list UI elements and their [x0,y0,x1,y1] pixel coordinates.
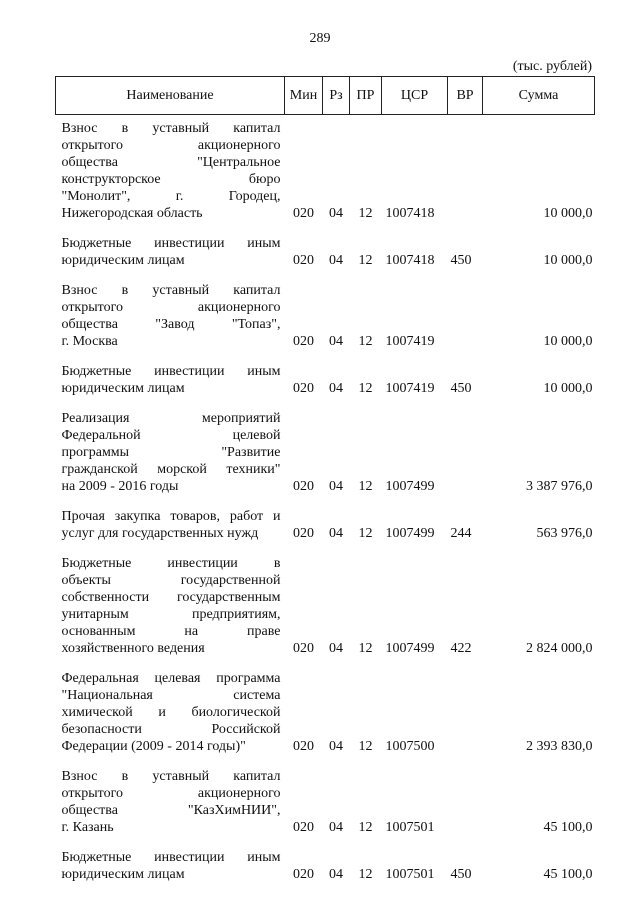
units-label: (тыс. рублей) [512,59,592,74]
row-name-line: химической и биологической [61,705,281,720]
header-min: Мин [285,77,323,115]
table-row [56,508,595,555]
row-name-line: Бюджетные инвестиции иным [61,850,281,865]
row-name-line: г. Москва [61,334,118,349]
row-name-line: конструкторское бюро [61,172,281,187]
row-min: 020 [293,867,314,882]
row-csr: 1007500 [385,739,435,754]
row-name [56,555,285,670]
row-name-line: Взнос в уставный капитал [61,121,281,136]
row-name-line: Реализация мероприятий [61,411,281,426]
row-csr: 1007501 [385,820,435,835]
row-pr: 12 [358,526,373,541]
row-rz: 04 [329,526,343,541]
row-rz: 04 [329,206,343,221]
row-rz: 04 [329,381,343,396]
row-name-line: хозяйственного ведения [61,641,205,656]
row-pr: 12 [358,206,373,221]
row-name-line: Федерации (2009 - 2014 годы)" [61,739,246,754]
row-rz: 04 [329,253,343,268]
row-csr: 1007418 [385,253,435,268]
row-name-line: основанным на праве [61,624,281,639]
row-name-line: на 2009 - 2016 годы [61,479,179,494]
row-name-line: открытого акционерного [61,138,281,153]
row-csr: 1007419 [385,334,435,349]
row-vr: 450 [450,253,472,268]
row-sum: 563 976,0 [536,526,593,541]
row-vr [448,670,483,768]
row-name-line: Нижегородская область [61,206,203,221]
row-name-line: Федеральной целевой [61,428,281,443]
row-sum: 2 393 830,0 [526,739,593,754]
row-name-line: унитарным предприятиям, [61,607,281,622]
row-name-line: Бюджетные инвестиции иным [61,364,281,379]
table-row [56,849,595,896]
row-name-line: "Национальная система [61,688,281,703]
table-row [56,555,595,670]
row-min: 020 [293,820,314,835]
row-sum: 2 824 000,0 [526,641,593,656]
header-sum: Сумма [483,77,595,115]
table-row [56,670,595,768]
page-number: 289 [309,31,331,46]
row-name [56,115,285,236]
row-sum: 45 100,0 [543,820,593,835]
row-csr: 1007501 [385,867,435,882]
row-pr: 12 [358,739,373,754]
row-name-line: собственности государственным [61,590,281,605]
row-rz: 04 [329,820,343,835]
row-name-line: Взнос в уставный капитал [61,283,281,298]
row-min: 020 [293,526,314,541]
row-name-line: общества "Завод "Топаз", [61,317,281,332]
row-vr: 450 [450,381,472,396]
row-min: 020 [293,334,314,349]
row-min: 020 [293,206,314,221]
row-name [56,508,285,555]
row-name-line: открытого акционерного [61,300,281,315]
row-pr: 12 [358,381,373,396]
table-row [56,410,595,508]
row-csr: 1007499 [385,526,435,541]
row-vr: 450 [450,867,472,882]
row-pr: 12 [358,479,373,494]
row-min: 020 [293,381,314,396]
row-name-line: безопасности Российской [61,722,281,737]
row-name-line: общества "КазХимНИИ", [61,803,281,818]
row-name-line: Бюджетные инвестиции в [61,556,281,571]
row-name [56,363,285,410]
row-name-line: Бюджетные инвестиции иным [61,236,281,251]
table-row [56,768,595,849]
row-pr: 12 [358,641,373,656]
row-name [56,410,285,508]
row-name [56,768,285,849]
row-name-line: объекты государственной [61,573,281,588]
row-name-line: юридическим лицам [61,867,185,882]
row-csr: 1007499 [385,479,435,494]
header-vr: ВР [448,77,483,115]
row-csr: 1007419 [385,381,435,396]
row-name [56,235,285,282]
row-name-line: общества "Центральное [61,155,281,170]
row-vr [448,115,483,236]
row-rz: 04 [329,739,343,754]
table-body [56,115,595,897]
header-csr: ЦСР [382,77,448,115]
row-name [56,849,285,896]
row-sum: 3 387 976,0 [526,479,593,494]
table-header-row [56,77,595,115]
row-name-line: услуг для государственных нужд [61,526,259,541]
header-name: Наименование [56,77,285,115]
row-name-line: открытого акционерного [61,786,281,801]
row-name-line: гражданской морской техники" [61,462,281,477]
row-name-line: Взнос в уставный капитал [61,769,281,784]
row-name-line: Прочая закупка товаров, работ и [61,509,281,524]
row-vr [448,768,483,849]
table-row [56,282,595,363]
row-name-line: "Монолит", г. Городец, [61,189,281,204]
row-min: 020 [293,253,314,268]
row-sum: 10 000,0 [543,334,593,349]
table-row [56,115,595,236]
row-name-line: юридическим лицам [61,381,185,396]
table-row [56,235,595,282]
row-name-line: Федеральная целевая программа [61,671,281,686]
row-vr: 244 [450,526,472,541]
row-sum: 10 000,0 [543,381,593,396]
row-pr: 12 [358,253,373,268]
row-min: 020 [293,739,314,754]
row-sum: 10 000,0 [543,253,593,268]
row-name [56,282,285,363]
row-pr: 12 [358,334,373,349]
row-sum: 10 000,0 [543,206,593,221]
row-rz: 04 [329,867,343,882]
row-min: 020 [293,641,314,656]
row-rz: 04 [329,641,343,656]
row-csr: 1007418 [385,206,435,221]
row-vr [448,410,483,508]
table-row [56,363,595,410]
row-vr [448,282,483,363]
row-rz: 04 [329,334,343,349]
row-csr: 1007499 [385,641,435,656]
row-rz: 04 [329,479,343,494]
budget-table [55,76,595,896]
row-vr: 422 [450,641,472,656]
row-name-line: программы "Развитие [61,445,281,460]
row-pr: 12 [358,820,373,835]
row-name-line: г. Казань [61,820,114,835]
header-pr: ПР [350,77,382,115]
row-name-line: юридическим лицам [61,253,185,268]
row-sum: 45 100,0 [543,867,593,882]
row-pr: 12 [358,867,373,882]
row-name [56,670,285,768]
row-min: 020 [293,479,314,494]
header-rz: Рз [323,77,350,115]
